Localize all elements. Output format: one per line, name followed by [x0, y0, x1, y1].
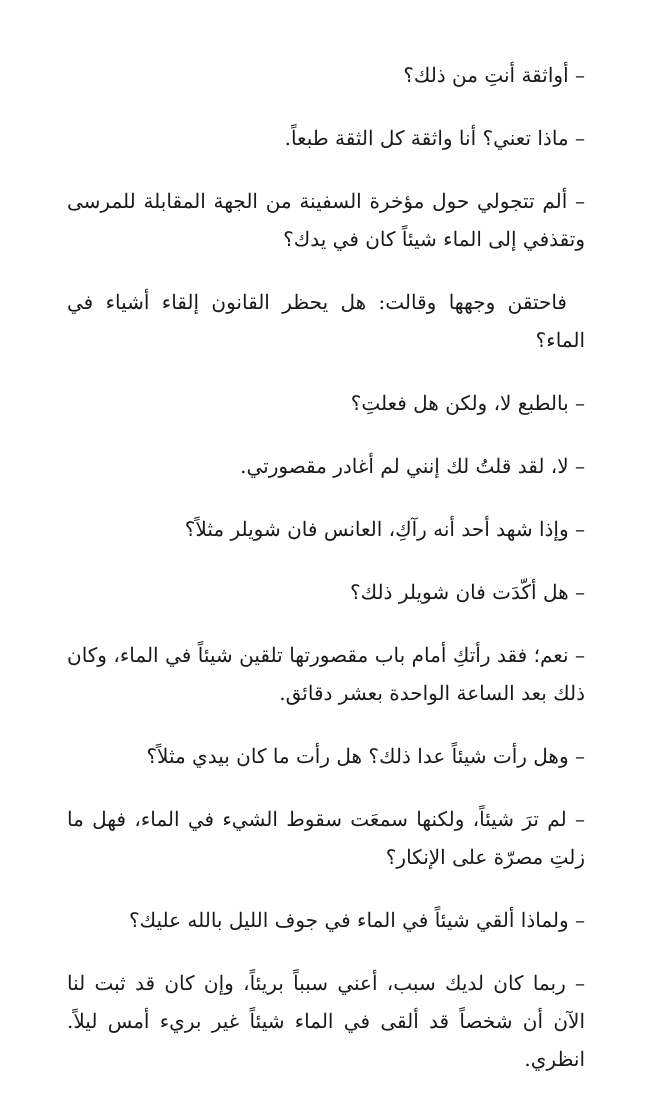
paragraph-5: – بالطبع لا، ولكن هل فعلتِ؟	[350, 391, 585, 415]
paragraph-9: – نعم؛ فقد رأتكِ أمام باب مقصورتها تلقين شيئاً في الماء، وكان ذلك بعد الساعة الواحدة بعشر دقائق.	[67, 643, 585, 705]
paragraph-12: – ولماذا ألقي شيئاً في الماء في جوف الليل بالله عليك؟	[128, 908, 585, 932]
paragraph-4: فاحتقن وجهها وقالت: هل يحظر القانون إلقاء أشياء في الماء؟	[67, 290, 585, 352]
paragraph-1: – أواثقة أنتِ من ذلك؟	[403, 63, 585, 87]
paragraph-7: – وإذا شهد أحد أنه رآكِ، العانس فان شويلر مثلاً؟	[184, 517, 585, 541]
paragraph-3: – ألم تتجولي حول مؤخرة السفينة من الجهة المقابلة للمرسى وتقذفي إلى الماء شيئاً كان في يدك؟	[67, 189, 585, 251]
paragraph-6: – لا، لقد قلتُ لك إنني لم أغادر مقصورتي.	[240, 454, 585, 478]
paragraph-11: – لم ترَ شيئاً، ولكنها سمعَت سقوط الشيء في الماء، فهل ما زلتِ مصرّة على الإنكار؟	[67, 807, 585, 869]
paragraph-10: – وهل رأت شيئاً عدا ذلك؟ هل رأت ما كان بيدي مثلاً؟	[146, 744, 585, 768]
page-text	[67, 56, 585, 1103]
paragraph-2: – ماذا تعني؟ أنا واثقة كل الثقة طبعاً.	[284, 126, 585, 150]
paragraph-8: – هل أكّدَت فان شويلر ذلك؟	[349, 580, 585, 604]
paragraph-13: – ربما كان لديك سبب، أعني سبباً بريئاً، وإن كان قد ثبت لنا الآن أن شخصاً قد ألقى في الماء شيئاً غير بريء أمس ليلاً. انظري.	[67, 971, 585, 1071]
